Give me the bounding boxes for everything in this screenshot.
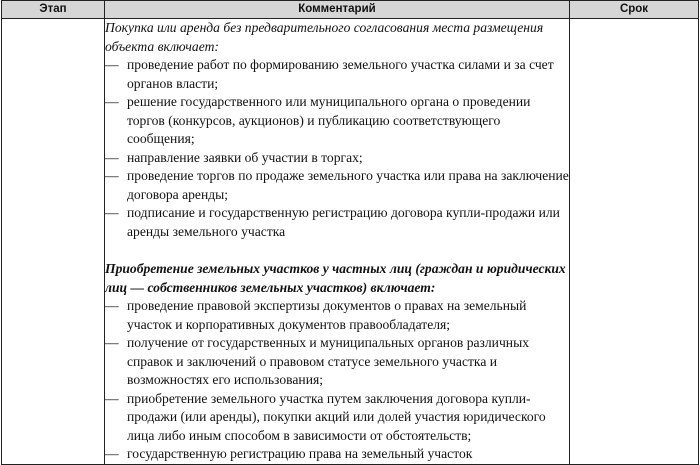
list-item-text: проведение правовой экспертизы документов о правах на земельный участок и корпоративных документов правообладателя;	[127, 298, 527, 332]
private-steps-list	[105, 297, 569, 464]
dash-marker: —	[105, 149, 119, 165]
list-item	[105, 167, 569, 204]
list-item-text: подписание и государственную регистрацию договора купли-продажи или аренды земельного участка	[127, 205, 560, 239]
section-intro-purchase: Покупка или аренда без предварительного согласования места размещения объекта включает:	[105, 20, 544, 54]
list-item	[105, 445, 569, 464]
list-item	[105, 204, 569, 241]
list-item-text: решение государственного или муниципального органа о проведении торгов (конкурсов, аукционов) и публикацию соответствующего сообщения;	[127, 94, 531, 146]
section-intro-private: Приобретение земельных участков у частных лиц (граждан и юридических лиц — собственников земельных участков) включает:	[105, 261, 566, 295]
list-item	[105, 297, 569, 334]
dash-marker: —	[105, 94, 119, 109]
comment-cell	[105, 19, 570, 465]
list-item-text: государственную регистрацию права на земельный участок	[127, 446, 473, 461]
dash-marker: —	[105, 298, 119, 313]
stage-cell	[2, 19, 105, 465]
purchase-steps-list	[105, 56, 569, 241]
list-item	[105, 390, 569, 446]
header-comment: Комментарий	[105, 1, 570, 19]
section-gap	[105, 241, 569, 260]
list-item-text: приобретение земельного участка путем заключения договора купли-продажи (или аренды), покупки акций или долей участия юридического лица либо иным способом в зависимости от обстоятельств;	[127, 390, 546, 443]
term-cell	[570, 19, 699, 465]
stages-table	[1, 0, 699, 465]
dash-marker: —	[105, 335, 119, 350]
dash-marker: —	[105, 168, 119, 183]
list-item-text: проведение торгов по продаже земельного участка или права на заключение договора аренды;	[127, 168, 569, 202]
header-stage: Этап	[2, 1, 105, 19]
list-item-text: получение от государственных и муниципальных органов различных справок и заключений о правовом статусе земельного участка и возможностях его использования;	[127, 335, 529, 387]
list-item-text: направление заявки об участии в торгах;	[127, 149, 363, 165]
list-item	[105, 334, 569, 390]
dash-marker: —	[105, 446, 119, 461]
dash-marker: —	[105, 205, 119, 220]
list-item	[105, 93, 569, 149]
dash-marker: —	[105, 390, 119, 406]
dash-marker: —	[105, 57, 119, 72]
list-item-text: проведение работ по формированию земельного участка силами и за счет органов власти;	[127, 57, 554, 91]
list-item	[105, 149, 569, 168]
list-item	[105, 56, 569, 93]
table-row	[2, 19, 699, 465]
table-header-row	[2, 1, 699, 19]
header-term: Срок	[570, 1, 699, 19]
